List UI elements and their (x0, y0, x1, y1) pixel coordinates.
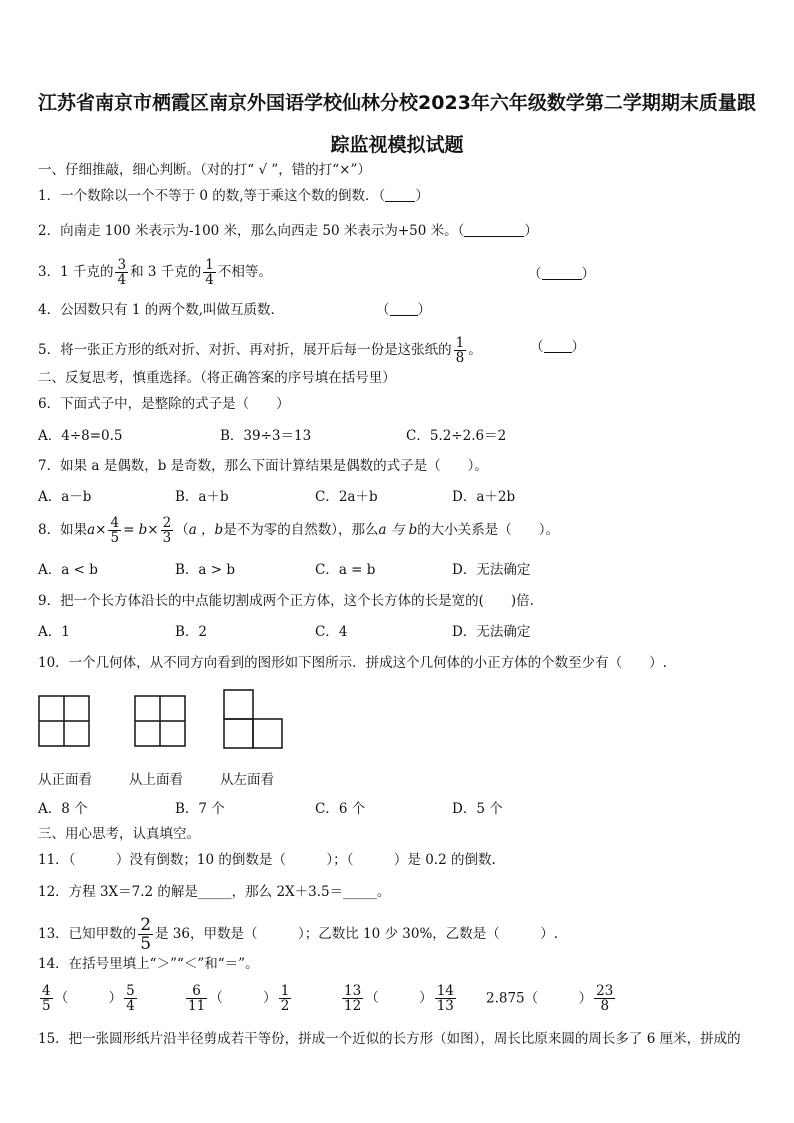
fraction: $\frac{4}{5}$ (110, 515, 120, 546)
q6-option-c[interactable]: C．5.2÷2.6＝2 (406, 428, 507, 444)
q14-item-3 (340, 984, 458, 1013)
q8-option-d[interactable]: D．无法确定 (452, 562, 531, 578)
fraction: $\frac{1}{2}$ (280, 983, 290, 1014)
question-4-answer: （ ） (376, 302, 431, 318)
q7-option-d[interactable]: D．a＋2b (452, 489, 516, 505)
question-3: 3．1 千克的 $\frac{3}{4}$ 和 3 千克的 $\frac{1}{4}$ 不相等。 (38, 257, 272, 288)
fraction: $\frac{4}{5}$ (42, 983, 51, 1014)
question-3-answer: （ ） (528, 266, 595, 282)
answer-blank[interactable] (390, 301, 418, 316)
fraction: $\frac{23}{8}$ (596, 983, 614, 1014)
question-8: 8．如果a× $\frac{4}{5}$ = b× $\frac{2}{3}$ （a ，b是不为零的自然数），那么a 与 b的大小关系是（ ）。 (38, 515, 559, 546)
question-11: 11．（ ）没有倒数；10 的倒数是（ ）；（ ）是 0.2 的倒数. (38, 852, 496, 868)
question-5-answer: （ ） (530, 339, 585, 355)
answer-blank[interactable] (464, 222, 524, 237)
section-1-heading: 一、仔细推敲，细心判断。（对的打“ √ ”，错的打“×”） (38, 162, 371, 178)
q8-option-c[interactable]: C．a = b (315, 562, 376, 578)
question-14: 14．在括号里填上“＞”“＜”和“＝”。 (38, 956, 259, 972)
fraction: $\frac{5}{4}$ (126, 983, 135, 1014)
question-12: 12．方程 3X＝7.2 的解是_____，那么 2X＋3.5＝_____。 (38, 884, 391, 900)
q14-item-4: 2.875（ ） $\frac{23}{8}$ (486, 983, 614, 1014)
fraction: $\frac{3}{4}$ (117, 257, 127, 288)
question-13: 13．已知甲数的 $\frac{2}{5}$ 是 36，甲数是（ ）；乙数比 10 少 30%，乙数是（ ）. (38, 915, 559, 954)
question-10: 10．一个几何体，从不同方向看到的图形如下图所示．拼成这个几何体的小正方体的个数至少有（ ）. (38, 655, 667, 671)
left-view-label: 从左面看 (220, 772, 274, 788)
q7-option-c[interactable]: C．2a＋b (315, 489, 378, 505)
question-9: 9．把一个长方体沿长的中点能切割成两个正方体，这个长方体的长是宽的( )倍. (38, 593, 534, 609)
front-view-figure (38, 695, 90, 747)
compare-blank[interactable]: （ ） (54, 990, 123, 1006)
compare-blank[interactable]: （ ） (209, 990, 277, 1006)
section-2-heading: 二、反复思考，慎重选择。（将正确答案的序号填在括号里） (38, 370, 396, 386)
question-5: 5．将一张正方形的纸对折、对折、再对折，展开后每一份是这张纸的 $\frac{1}{8}$ 。 (38, 335, 482, 366)
q9-option-d[interactable]: D．无法确定 (452, 624, 531, 640)
q9-option-b[interactable]: B．2 (175, 624, 208, 640)
q7-option-a[interactable]: A．a－b (38, 489, 92, 505)
fraction: $\frac{13}{12}$ (344, 983, 362, 1014)
compare-blank[interactable]: （ ） (365, 990, 433, 1006)
fraction: $\frac{2}{3}$ (162, 515, 172, 546)
question-15: 15．把一张圆形纸片沿半径剪成若干等份，拼成一个近似的长方形（如图），周长比原来圆的周长多了 6 厘米，拼成的 (38, 1031, 741, 1047)
q9-option-c[interactable]: C．4 (315, 624, 348, 640)
exam-title-line1: 江苏省南京市栖霞区南京外国语学校仙林分校2023年六年级数学第二学期期末质量跟 (38, 92, 756, 114)
q7-option-b[interactable]: B．a＋b (175, 489, 229, 505)
q9-option-a[interactable]: A．1 (38, 624, 70, 640)
q8-option-b[interactable]: B．a > b (175, 562, 236, 578)
front-view-label: 从正面看 (38, 772, 92, 788)
question-2: 2．向南走 100 米表示为-100 米，那么向西走 50 米表示为+50 米。（ ） (38, 223, 538, 239)
top-view-label: 从上面看 (129, 772, 183, 788)
section-3-heading: 三、用心思考，认真填空。 (38, 826, 200, 842)
q10-option-a[interactable]: A．8 个 (38, 801, 88, 817)
q10-option-b[interactable]: B．7 个 (175, 801, 225, 817)
answer-blank[interactable] (544, 338, 572, 353)
compare-blank[interactable]: （ ） (524, 990, 593, 1007)
fraction: $\frac{2}{5}$ (140, 915, 152, 954)
top-view-figure (134, 695, 186, 747)
question-1: 1．一个数除以一个不等于 0 的数,等于乘这个数的倒数．（ ） (38, 188, 429, 204)
q6-option-a[interactable]: A．4÷8=0.5 (38, 428, 123, 444)
question-6: 6．下面式子中，是整除的式子是（ ） (38, 396, 290, 412)
question-4: 4．公因数只有 1 的两个数,叫做互质数． (38, 302, 285, 318)
fraction: $\frac{1}{8}$ (455, 335, 465, 366)
q8-option-a[interactable]: A．a < b (38, 562, 98, 578)
q6-option-b[interactable]: B．39÷3＝13 (220, 428, 312, 444)
fraction: $\frac{14}{13}$ (436, 983, 454, 1014)
answer-blank[interactable] (542, 265, 582, 280)
exam-title-line2: 踪监视模拟试题 (330, 134, 464, 156)
q10-option-d[interactable]: D．5 个 (452, 801, 503, 817)
q14-item-1 (38, 984, 139, 1013)
fraction: $\frac{1}{4}$ (205, 257, 214, 288)
q14-item-2 (184, 984, 293, 1013)
q10-option-c[interactable]: C．6 个 (315, 801, 366, 817)
fraction: $\frac{6}{11}$ (188, 983, 206, 1014)
question-7: 7．如果 a 是偶数，b 是奇数，那么下面计算结果是偶数的式子是（ ）。 (38, 458, 488, 474)
left-view-figure (223, 689, 285, 749)
answer-blank[interactable] (385, 187, 415, 202)
